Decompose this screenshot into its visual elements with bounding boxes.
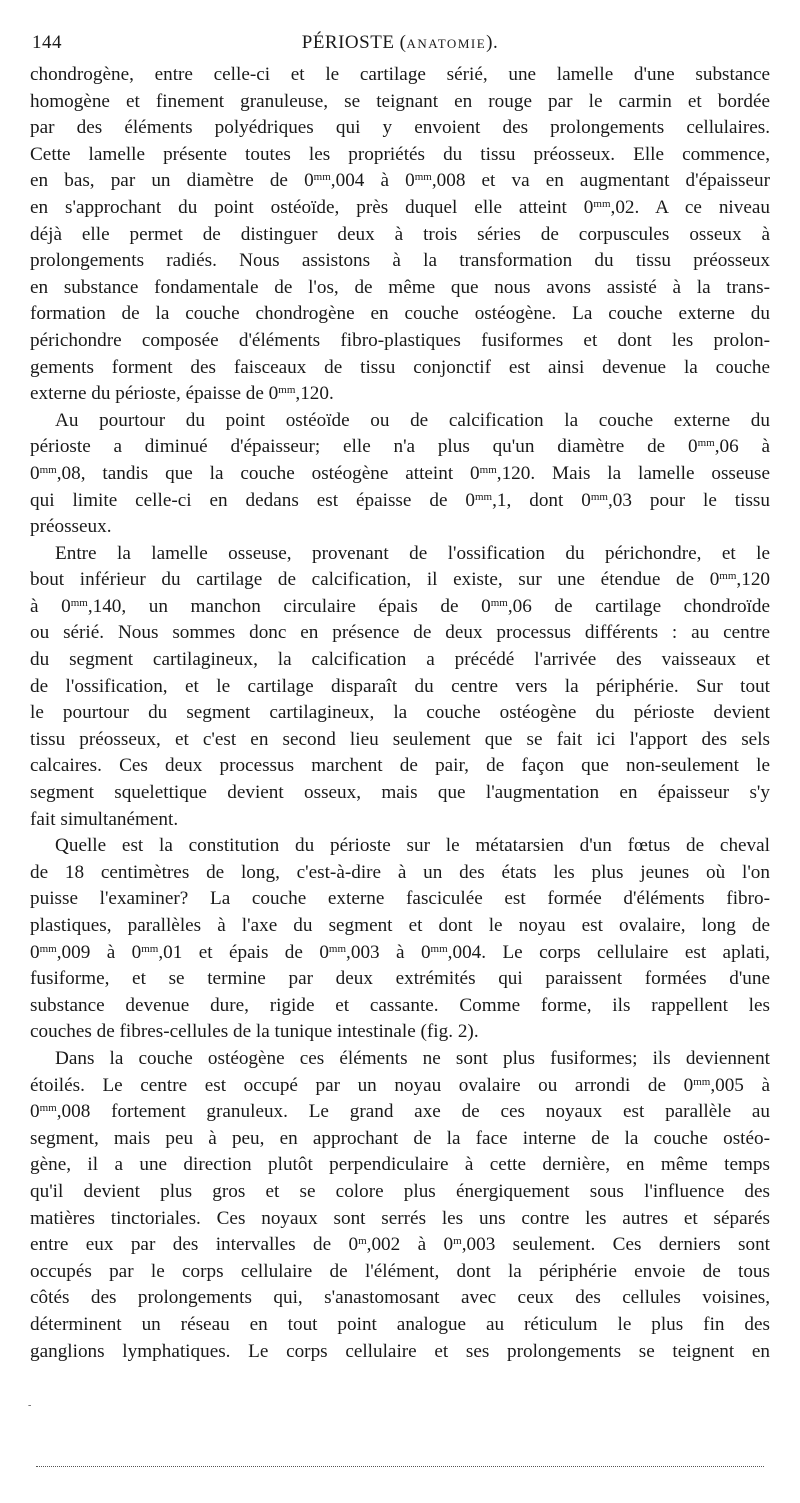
text-line: $0^{mm},009$ à $0^{mm},01$ et épais de $0^{mm},003$ à $0^{mm},004$. Le corps cellulaire est aplati, [30,941,770,963]
text-line: segment squelettique devient osseux, mais que l'augmentation en épaisseur s'y [30,782,770,804]
page-header [30,30,770,62]
text-line: bout inférieur du cartilage de calcification, il existe, sur une étendue de $0^{mm},120$ [30,569,770,591]
text-line: Quelle est la constitution du périoste sur le métatarsien d'un fœtus de cheval [55,835,770,857]
text-line: préosseux. [30,516,112,538]
margin-mark: - [28,1400,32,1411]
text-line: homogène et finement granuleuse, se teignant en rouge par le carmin et bordée [30,90,770,112]
text-line: fusiforme, et se termine par deux extrémités qui paraissent formées d'une [30,968,770,990]
footer-rule [36,1466,764,1467]
text-line: calcaires. Ces deux processus marchent de pair, de façon que non-seulement le [30,755,770,777]
text-line: Au pourtour du point ostéoïde ou de calcification la couche externe du [55,409,770,431]
text-line: $0^{mm},008$ fortement granuleux. Le grand axe de ces noyaux est parallèle au [30,1101,770,1123]
text-line: formation de la couche chondrogène en couche ostéogène. La couche externe du [30,303,770,325]
text-line: prolongements radiés. Nous assistons à la transformation du tissu préosseux [30,250,770,272]
page-number: 144 [32,32,62,53]
text-line: côtés des prolongements qui, s'anastomosant avec ceux des cellules voisines, [30,1287,770,1309]
text-line: étoilés. Le centre est occupé par un noyau ovalaire ou arrondi de $0^{mm},005$ à [30,1074,770,1096]
text-line: ou sérié. Nous sommes donc en présence de deux processus différents : au centre [30,622,770,644]
text-line: occupés par le corps cellulaire de l'élément, dont la périphérie envoie de tous [30,1260,770,1282]
text-line: Entre la lamelle osseuse, provenant de l'ossification du périchondre, et le [55,542,770,564]
paragraph [30,541,770,834]
text-line: $0^{mm},08$, tandis que la couche ostéogène atteint $0^{mm},120$. Mais la lamelle osseuse [30,462,770,484]
text-line: gements forment des faisceaux de tissu conjonctif est ainsi devenue la couche [30,356,770,378]
text-line: substance devenue dure, rigide et cassante. Comme forme, ils rappellent les [30,994,770,1016]
paragraph [30,1046,770,1365]
text-line: couches de fibres-cellules de la tunique intestinale (fig. 2). [30,1021,479,1043]
text-line: Cette lamelle présente toutes les propriétés du tissu préosseux. Elle commence, [30,143,770,165]
text-line: externe du périoste, épaisse de $0^{mm},120$. [30,383,334,405]
text-line: le pourtour du segment cartilagineux, la couche ostéogène du périoste devient [30,702,770,724]
paragraph [30,408,770,541]
text-line: de 18 centimètres de long, c'est-à-dire à un des états les plus jeunes où l'on [30,861,770,883]
text-line: qui limite celle-ci en dedans est épaisse de $0^{mm},1$, dont $0^{mm},03$ pour le tissu [30,489,770,511]
text-line: par des éléments polyédriques qui y envoient des prolongements cellulaires. [30,117,770,139]
text-line: entre eux par des intervalles de 0$^m$,002 à 0$^m$,003 seulement. Ces derniers sont [30,1234,770,1256]
text-line: déjà elle permet de distinguer deux à trois séries de corpuscules osseux à [30,223,770,245]
text-line: en substance fondamentale de l'os, de même que nous avons assisté à la trans- [30,276,770,298]
text-line: matières tinctoriales. Ces noyaux sont serrés les uns contre les autres et séparés [30,1207,770,1229]
text-line: à $0^{mm},140$, un manchon circulaire épais de $0^{mm},06$ de cartilage chondroïde [30,595,770,617]
page [30,30,770,1365]
text-line: périchondre composée d'éléments fibro-plastiques fusiformes et dont les prolon- [30,329,770,351]
running-head-small: ANATOMIE [406,36,487,51]
text-line: déterminent un réseau en tout point analogue au réticulum le plus fin des [30,1313,770,1335]
text-line: périoste a diminué d'épaisseur; elle n'a plus qu'un diamètre de $0^{mm},06$ à [30,436,770,458]
paragraph [30,833,770,1046]
text-line: gène, il a une direction plutôt perpendiculaire à cette dernière, en même temps [30,1154,770,1176]
paragraph [30,62,770,408]
text-line: en bas, par un diamètre de $0^{mm},004$ à $0^{mm},008$ et va en augmentant d'épaisseur [30,170,770,192]
text-line: fait simultanément. [30,808,179,830]
text-line: en s'approchant du point ostéoïde, près duquel elle atteint $0^{mm},02$. A ce niveau [30,196,770,218]
running-head [30,32,770,54]
text-line: plastiques, parallèles à l'axe du segment et dont le noyau est ovalaire, long de [30,915,770,936]
text-line: Dans la couche ostéogène ces éléments ne sont plus fusiformes; ils deviennent [55,1047,770,1069]
text-line: puisse l'examiner? La couche externe fasciculée est formée d'éléments fibro- [30,888,770,910]
text-line: de l'ossification, et le cartilage disparaît du centre vers la périphérie. Sur tout [30,675,770,697]
text-line: tissu préosseux, et c'est en second lieu seulement que se fait ici l'apport des sels [30,728,770,750]
running-head-close: ). [486,32,499,53]
text-line: segment, mais peu à peu, en approchant de la face interne de la couche ostéo- [30,1127,770,1149]
text-line: du segment cartilagineux, la calcification a précédé l'arrivée des vaisseaux et [30,649,770,671]
text-line: ganglions lymphatiques. Le corps cellulaire et ses prolongements se teignent en [30,1340,770,1362]
body-text [30,62,770,1365]
text-line: chondrogène, entre celle-ci et le cartilage sérié, une lamelle d'une substance [30,64,770,85]
running-head-main: PÉRIOSTE ( [301,32,407,53]
text-line: qu'il devient plus gros et se colore plus énergiquement sous l'influence des [30,1180,770,1202]
